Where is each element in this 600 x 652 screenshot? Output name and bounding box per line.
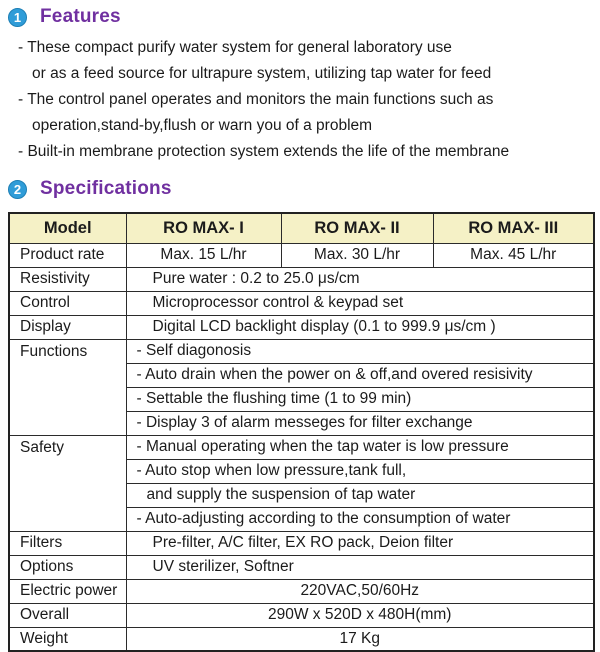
row-label-product-rate: Product rate [9,243,126,267]
features-title: Features [40,6,121,27]
weight-value: 17 Kg [126,627,594,651]
resistivity-value: Pure water : 0.2 to 25.0 μs/cm [126,267,594,291]
number-1-badge-icon: 1 [8,8,27,27]
table-row [9,267,594,291]
features-heading [8,5,600,29]
specifications-title: Specifications [40,178,172,199]
row-label-weight: Weight [9,627,126,651]
feature-line: - These compact purify water system for general laboratory use [18,39,452,56]
safety-item: - Auto-adjusting according to the consumption of water [126,507,594,531]
functions-item: - Display 3 of alarm messeges for filter exchange [126,411,594,435]
table-row [9,555,594,579]
header-ro-max-3: RO MAX- III [433,213,594,243]
table-row [9,627,594,651]
table-row [9,579,594,603]
table-row [9,435,594,459]
functions-item: - Settable the flushing time (1 to 99 min) [126,387,594,411]
safety-item: - Manual operating when the tap water is low pressure [126,435,594,459]
display-value: Digital LCD backlight display (0.1 to 999.9 μs/cm ) [126,315,594,339]
table-row [9,603,594,627]
filters-value: Pre-filter, A/C filter, EX RO pack, Deion filter [126,531,594,555]
row-label-resistivity: Resistivity [9,267,126,291]
safety-item-continuation: and supply the suspension of tap water [126,483,594,507]
header-model: Model [9,213,126,243]
row-label-electric-power: Electric power [9,579,126,603]
feature-line-continuation: or as a feed source for ultrapure system, utilizing tap water for feed [32,65,492,82]
control-value: Microprocessor control & keypad set [126,291,594,315]
row-label-options: Options [9,555,126,579]
row-label-control: Control [9,291,126,315]
product-rate-max1: Max. 15 L/hr [126,243,281,267]
table-row [9,339,594,363]
row-label-display: Display [9,315,126,339]
table-row [9,315,594,339]
functions-item: - Self diagonosis [126,339,594,363]
safety-item: - Auto stop when low pressure,tank full, [126,459,594,483]
header-ro-max-1: RO MAX- I [126,213,281,243]
row-label-safety: Safety [9,435,126,531]
product-rate-max2: Max. 30 L/hr [281,243,433,267]
feature-line-continuation: operation,stand-by,flush or warn you of a problem [32,117,373,134]
table-row [9,291,594,315]
options-value: UV sterilizer, Softner [126,555,594,579]
number-2-badge-icon: 2 [8,180,27,199]
features-list [18,35,600,165]
row-label-functions: Functions [9,339,126,435]
overall-value: 290W x 520D x 480H(mm) [126,603,594,627]
feature-line: - Built-in membrane protection system extends the life of the membrane [18,143,510,160]
functions-item: - Auto drain when the power on & off,and overed resisivity [126,363,594,387]
row-label-filters: Filters [9,531,126,555]
row-label-overall: Overall [9,603,126,627]
table-row [9,243,594,267]
table-row [9,531,594,555]
header-ro-max-2: RO MAX- II [281,213,433,243]
table-header-row [9,213,594,243]
feature-line: - The control panel operates and monitors the main functions such as [18,91,494,108]
specifications-table [8,212,595,652]
product-rate-max3: Max. 45 L/hr [433,243,594,267]
electric-power-value: 220VAC,50/60Hz [126,579,594,603]
specifications-heading [8,177,600,201]
